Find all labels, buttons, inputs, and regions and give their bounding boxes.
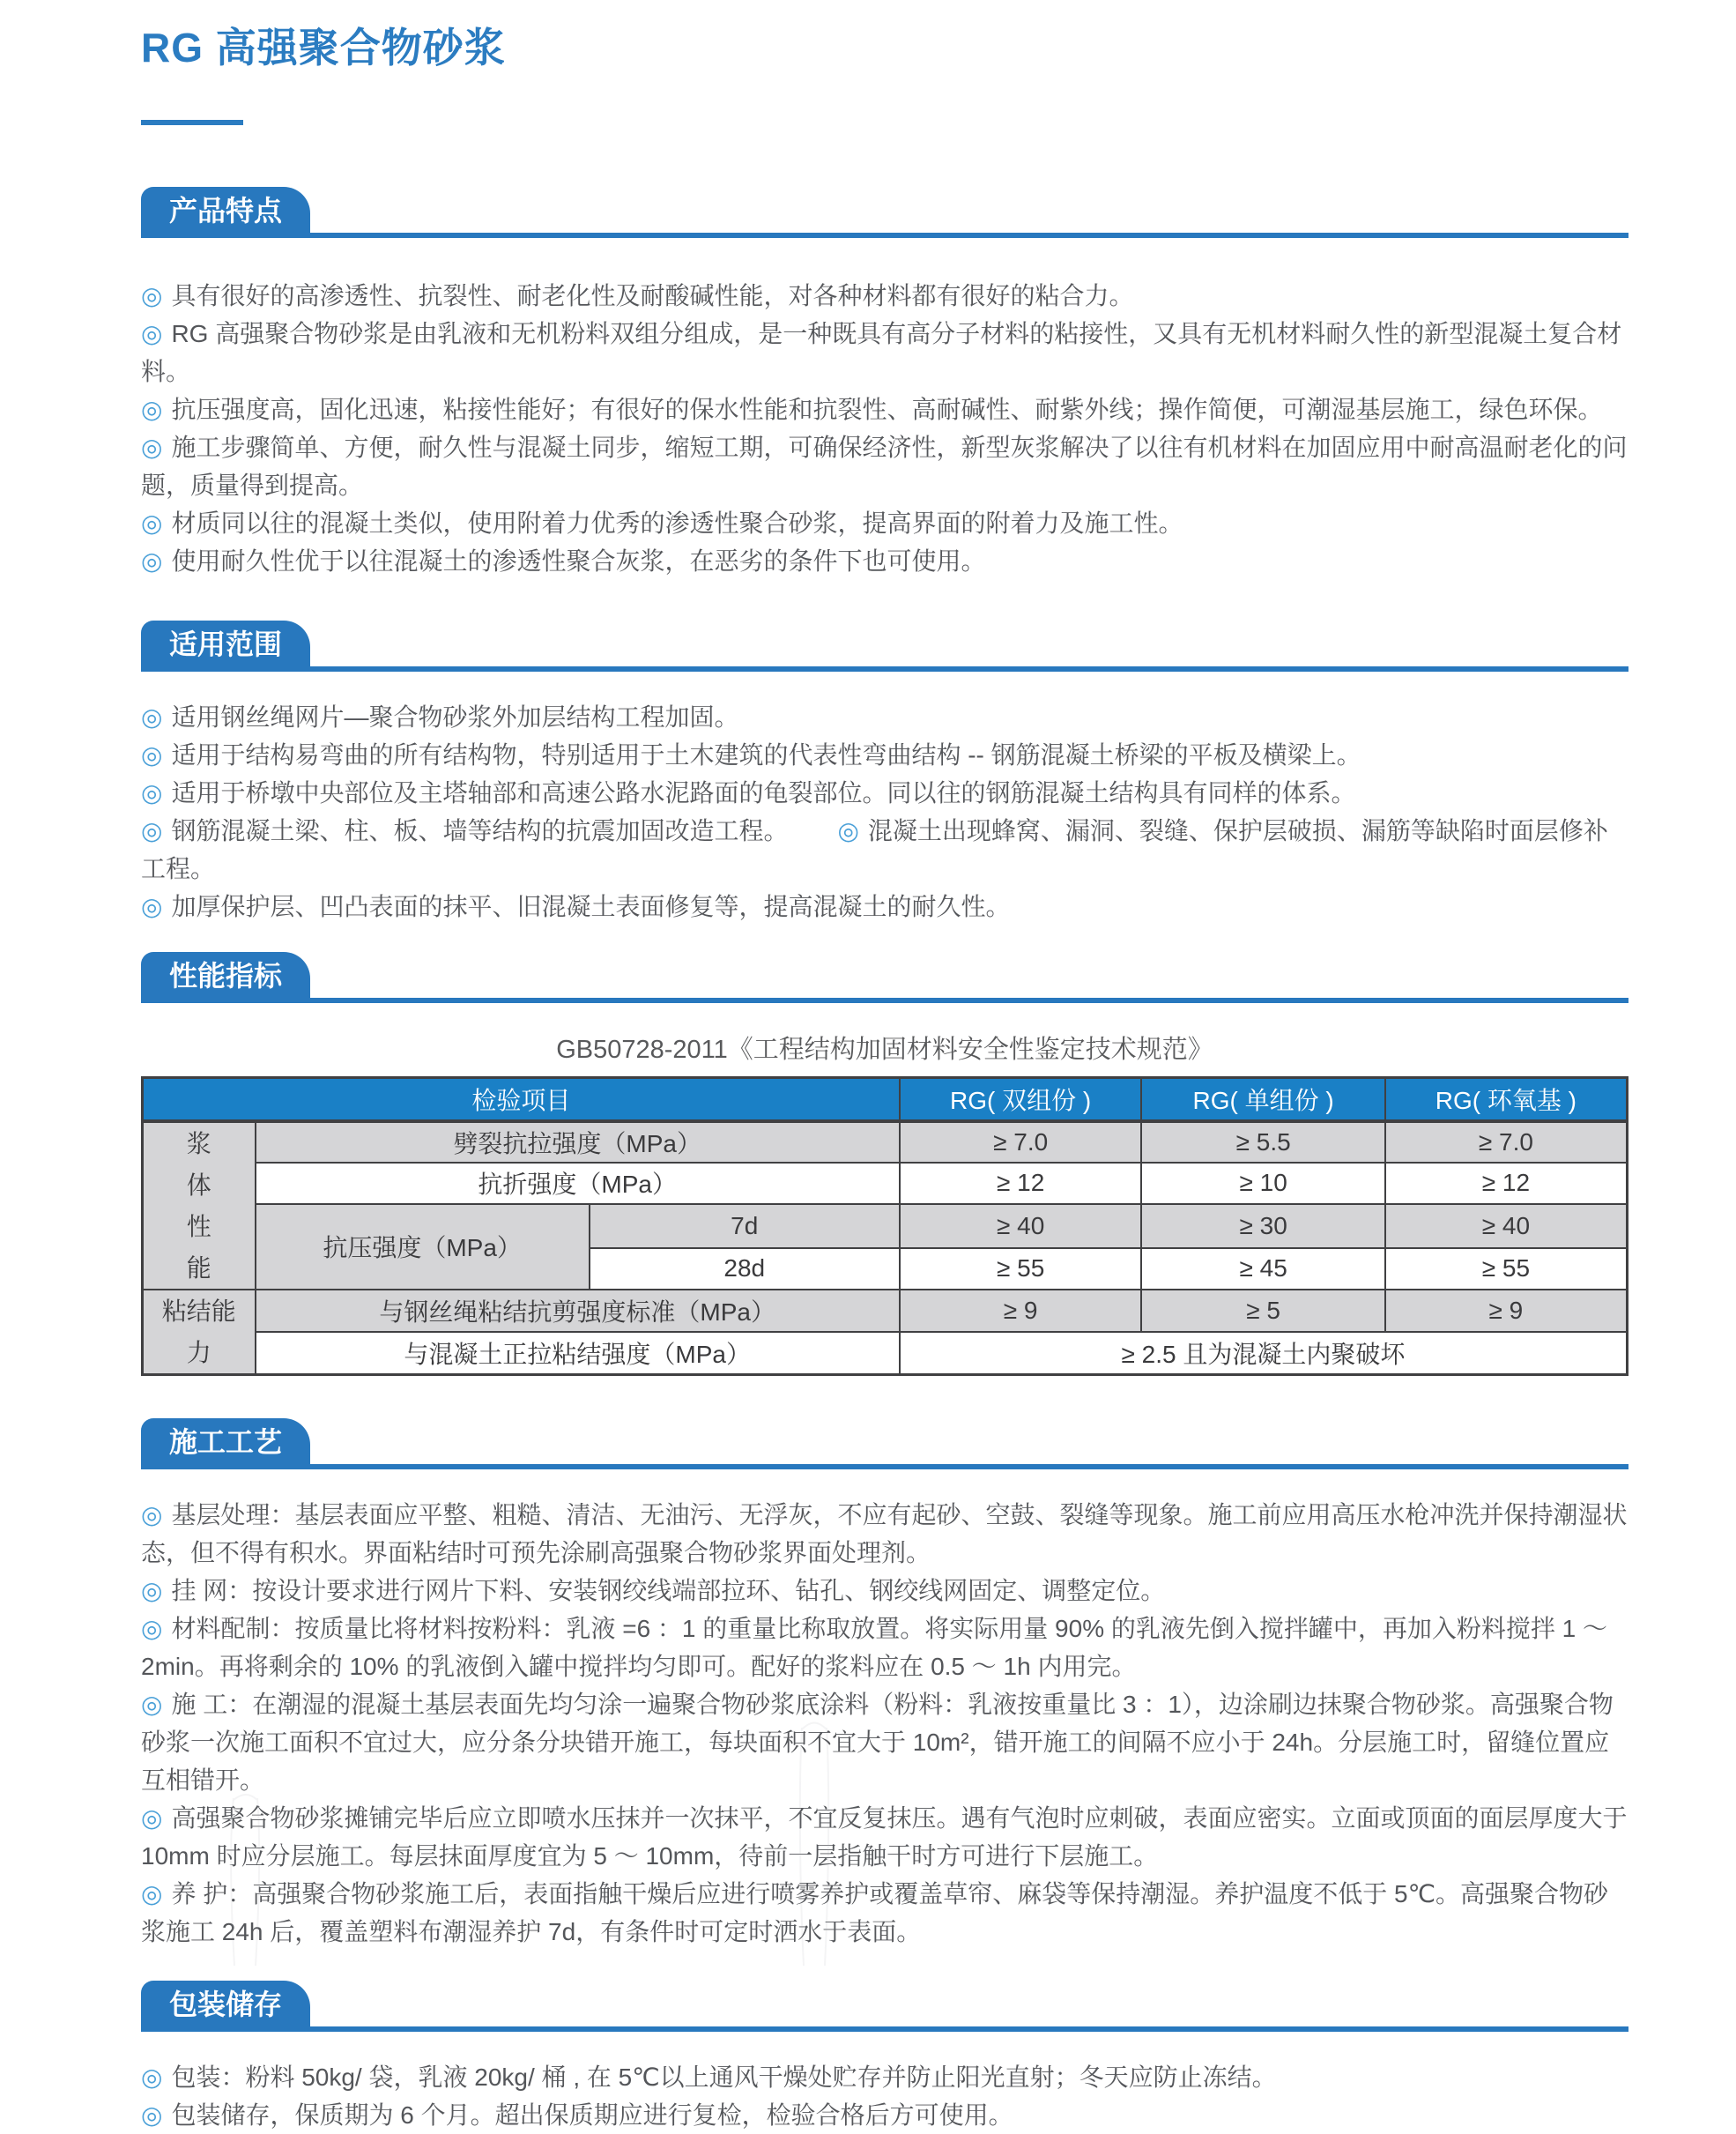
section-badge-packaging: 包装储存 [141,1981,310,2026]
value-cell: ≥ 30 [1141,1204,1384,1248]
feature-item-text: 具有很好的高渗透性、抗裂性、耐老化性及耐酸碱性能，对各种材料都有很好的粘合力。 [171,282,1134,309]
test-item-cell: 与混凝土正拉粘结强度（MPa） [256,1332,900,1374]
value-cell: ≥ 45 [1141,1248,1384,1290]
bullet-icon: ◎ [141,320,163,347]
section-header-packaging [141,1981,1628,2032]
page-title: RG 高强聚合物砂浆 [141,25,506,71]
value-cell: ≥ 12 [1385,1163,1628,1204]
feature-item [141,504,1628,542]
col-header-rge: RG( 环氧基 ) [1385,1078,1628,1121]
scope-item-text: 钢筋混凝土梁、柱、板、墙等结构的抗震加固改造工程。 [171,817,789,844]
packaging-item-text: 包装：粉料 50kg/ 袋，乳液 20kg/ 桶 , 在 5℃以上通风干燥处贮存并防止阳光直射；冬天应防止冻结。 [171,2063,1277,2091]
table-row [143,1163,1628,1204]
table-caption: GB50728-2011《工程结构加固材料安全性鉴定技术规范》 [556,1036,1213,1064]
feature-item-text: RG 高强聚合物砂浆是由乳液和无机粉料双组分组成，是一种既具有高分子材料的粘接性，又具有无机材料耐久性的新型混凝土复合材料。 [141,320,1622,385]
bullet-icon: ◎ [141,1500,163,1528]
value-cell: ≥ 55 [1385,1248,1628,1290]
value-cell: ≥ 7.0 [1385,1121,1628,1163]
packaging-item [141,2096,1628,2134]
section-badge-scope: 适用范围 [141,621,310,666]
scope-list [141,698,1628,926]
section-badge-performance: 性能指标 [141,952,310,998]
bullet-icon: ◎ [141,2101,163,2129]
age-cell: 28d [590,1248,900,1290]
process-list [141,1496,1628,1951]
bullet-icon: ◎ [141,703,163,731]
section-badge-features: 产品特点 [141,187,310,233]
process-item [141,1685,1628,1799]
section-packaging [141,1981,1628,2134]
test-item-cell: 劈裂抗拉强度（MPa） [256,1121,900,1163]
process-item [141,1875,1628,1951]
row-group-label: 粘结能力 [161,1297,236,1366]
bullet-icon: ◎ [141,396,163,423]
row-group-slurry [143,1121,256,1290]
row-group-label: 浆体性能 [186,1129,211,1282]
bullet-icon: ◎ [141,2063,163,2091]
section-header-performance [141,952,1628,1003]
process-item [141,1799,1628,1875]
section-badge-process: 施工工艺 [141,1418,310,1464]
value-cell: ≥ 5 [1141,1290,1384,1332]
section-process [141,1418,1628,1951]
scope-item-text: 混凝土出现蜂窝、漏洞、裂缝、保护层破损、漏筋等缺陷时面层修补工程。 [141,817,1608,882]
bullet-icon: ◎ [141,741,163,769]
section-header-process [141,1418,1628,1469]
bullet-icon: ◎ [141,1803,163,1832]
feature-item-text: 施工步骤简单、方便，耐久性与混凝土同步，缩短工期，可确保经济性，新型灰浆解决了以往有机材料在加固应用中耐高温耐老化的问题，质量得到提高。 [141,434,1628,499]
value-cell: ≥ 5.5 [1141,1121,1384,1163]
bullet-icon: ◎ [141,1576,163,1604]
feature-item-text: 抗压强度高，固化迅速，粘接性能好；有很好的保水性能和抗裂性、高耐碱性、耐紫外线；操作简便，可潮湿基层施工，绿色环保。 [171,396,1603,423]
test-item-cell: 抗压强度（MPa） [256,1204,590,1290]
value-cell: ≥ 12 [900,1163,1142,1204]
title-underline [141,120,243,125]
scope-item-pair [141,812,1628,888]
scope-item [141,698,1628,736]
section-features [141,187,1628,580]
bullet-icon: ◎ [141,893,163,920]
packaging-list [141,2058,1628,2134]
process-item [141,1496,1628,1572]
merged-value-cell: ≥ 2.5 且为混凝土内聚破坏 [900,1332,1628,1374]
scope-item [141,736,1628,774]
section-header-features [141,187,1628,238]
process-item-text: 养 护：高强聚合物砂浆施工后，表面指触干燥后应进行喷雾养护或覆盖草帘、麻袋等保持潮湿。养护温度不低于 5℃。高强聚合物砂浆施工 24h 后，覆盖塑料布潮湿养护 7d，有条件时可定时洒水于表面。 [141,1879,1609,1945]
value-cell: ≥ 10 [1141,1163,1384,1204]
feature-item-text: 使用耐久性优于以往混凝土的渗透性聚合灰浆，在恶劣的条件下也可使用。 [171,547,986,575]
test-item-cell: 与钢丝绳粘结抗剪强度标准（MPa） [256,1290,900,1332]
bullet-icon: ◎ [141,1614,163,1642]
bullet-icon: ◎ [141,817,163,844]
value-cell: ≥ 9 [900,1290,1142,1332]
bullet-icon: ◎ [141,282,163,309]
scope-item-text: 适用于结构易弯曲的所有结构物，特别适用于土木建筑的代表性弯曲结构 -- 钢筋混凝土桥梁的平板及横梁上。 [171,741,1361,769]
packaging-item [141,2058,1628,2096]
col-header-item: 检验项目 [143,1078,900,1121]
performance-table [141,1076,1628,1376]
feature-item [141,542,1628,580]
bullet-icon: ◎ [141,547,163,575]
feature-item [141,428,1628,504]
scope-item [141,774,1628,812]
process-item-text: 材料配制：按质量比将材料按粉料：乳液 =6 ：1 的重量比称取放置。将实际用量 90% 的乳液先倒入搅拌罐中，再加入粉料搅拌 1 ～ 2min。再将剩余的 10% 的乳液倒入罐中搅拌均匀即可。配好的浆料应在 0.5 ～ 1h 内用完。 [141,1614,1608,1680]
col-header-rg1: RG( 单组份 ) [1141,1078,1384,1121]
table-row [143,1204,1628,1248]
scope-item-text: 适用于桥墩中央部位及主塔轴部和高速公路水泥路面的龟裂部位。同以往的钢筋混凝土结构具有同样的体系。 [171,779,1356,807]
bullet-icon: ◎ [141,1879,163,1907]
feature-item [141,277,1628,315]
scope-item [141,888,1628,926]
section-scope [141,621,1628,926]
value-cell: ≥ 40 [900,1204,1142,1248]
feature-item [141,390,1628,428]
age-cell: 7d [590,1204,900,1248]
process-item-text: 施 工：在潮湿的混凝土基层表面先均匀涂一遍聚合物砂浆底涂料（粉料：乳液按重量比 3 ：1），边涂刷边抹聚合物砂浆。高强聚合物砂浆一次施工面积不宜过大，应分条分块错开施工，每块面积不宜大于 10m²，错开施工的间隔不应小于 24h。分层施工时，留缝位置应互相错开。 [141,1690,1614,1794]
process-item-text: 挂 网：按设计要求进行网片下料、安装钢绞线端部拉环、钻孔、钢绞线网固定、调整定位。 [171,1576,1166,1604]
bullet-icon: ◎ [141,779,163,807]
packaging-item-text: 包装储存，保质期为 6 个月。超出保质期应进行复检，检验合格后方可使用。 [171,2101,1013,2129]
page-content [141,0,1628,2134]
bullet-icon: ◎ [141,1690,163,1718]
bullet-icon: ◎ [141,434,163,461]
test-item-cell: 抗折强度（MPa） [256,1163,900,1204]
features-list [141,277,1628,580]
table-row [143,1290,1628,1332]
feature-item-text: 材质同以往的混凝土类似，使用附着力优秀的渗透性聚合砂浆，提高界面的附着力及施工性。 [171,509,1183,537]
bullet-icon: ◎ [837,817,859,844]
value-cell: ≥ 55 [900,1248,1142,1290]
row-group-bond [143,1290,256,1375]
value-cell: ≥ 40 [1385,1204,1628,1248]
scope-item-text: 加厚保护层、凹凸表面的抹平、旧混凝土表面修复等，提高混凝土的耐久性。 [171,893,1011,920]
table-row [143,1332,1628,1374]
scope-item-text: 适用钢丝绳网片—聚合物砂浆外加层结构工程加固。 [171,703,739,731]
col-header-rg2: RG( 双组份 ) [900,1078,1142,1121]
process-item-text: 高强聚合物砂浆摊铺完毕后应立即喷水压抹并一次抹平，不宜反复抹压。遇有气泡时应刺破，表面应密实。立面或顶面的面层厚度大于 10mm 时应分层施工。每层抹面厚度宜为 5 ～ 10mm，待前一层指触干时方可进行下层施工。 [141,1803,1628,1870]
process-item [141,1610,1628,1685]
table-row [143,1121,1628,1163]
bullet-icon: ◎ [141,509,163,537]
process-item [141,1572,1628,1610]
feature-item [141,315,1628,390]
value-cell: ≥ 7.0 [900,1121,1142,1163]
section-performance [141,952,1628,1376]
value-cell: ≥ 9 [1385,1290,1628,1332]
section-header-scope [141,621,1628,672]
process-item-text: 基层处理：基层表面应平整、粗糙、清洁、无油污、无浮灰，不应有起砂、空鼓、裂缝等现象。施工前应用高压水枪冲洗并保持潮湿状态，但不得有积水。界面粘结时可预先涂刷高强聚合物砂浆界面处理剂。 [141,1500,1628,1566]
table-header-row [143,1078,1628,1121]
